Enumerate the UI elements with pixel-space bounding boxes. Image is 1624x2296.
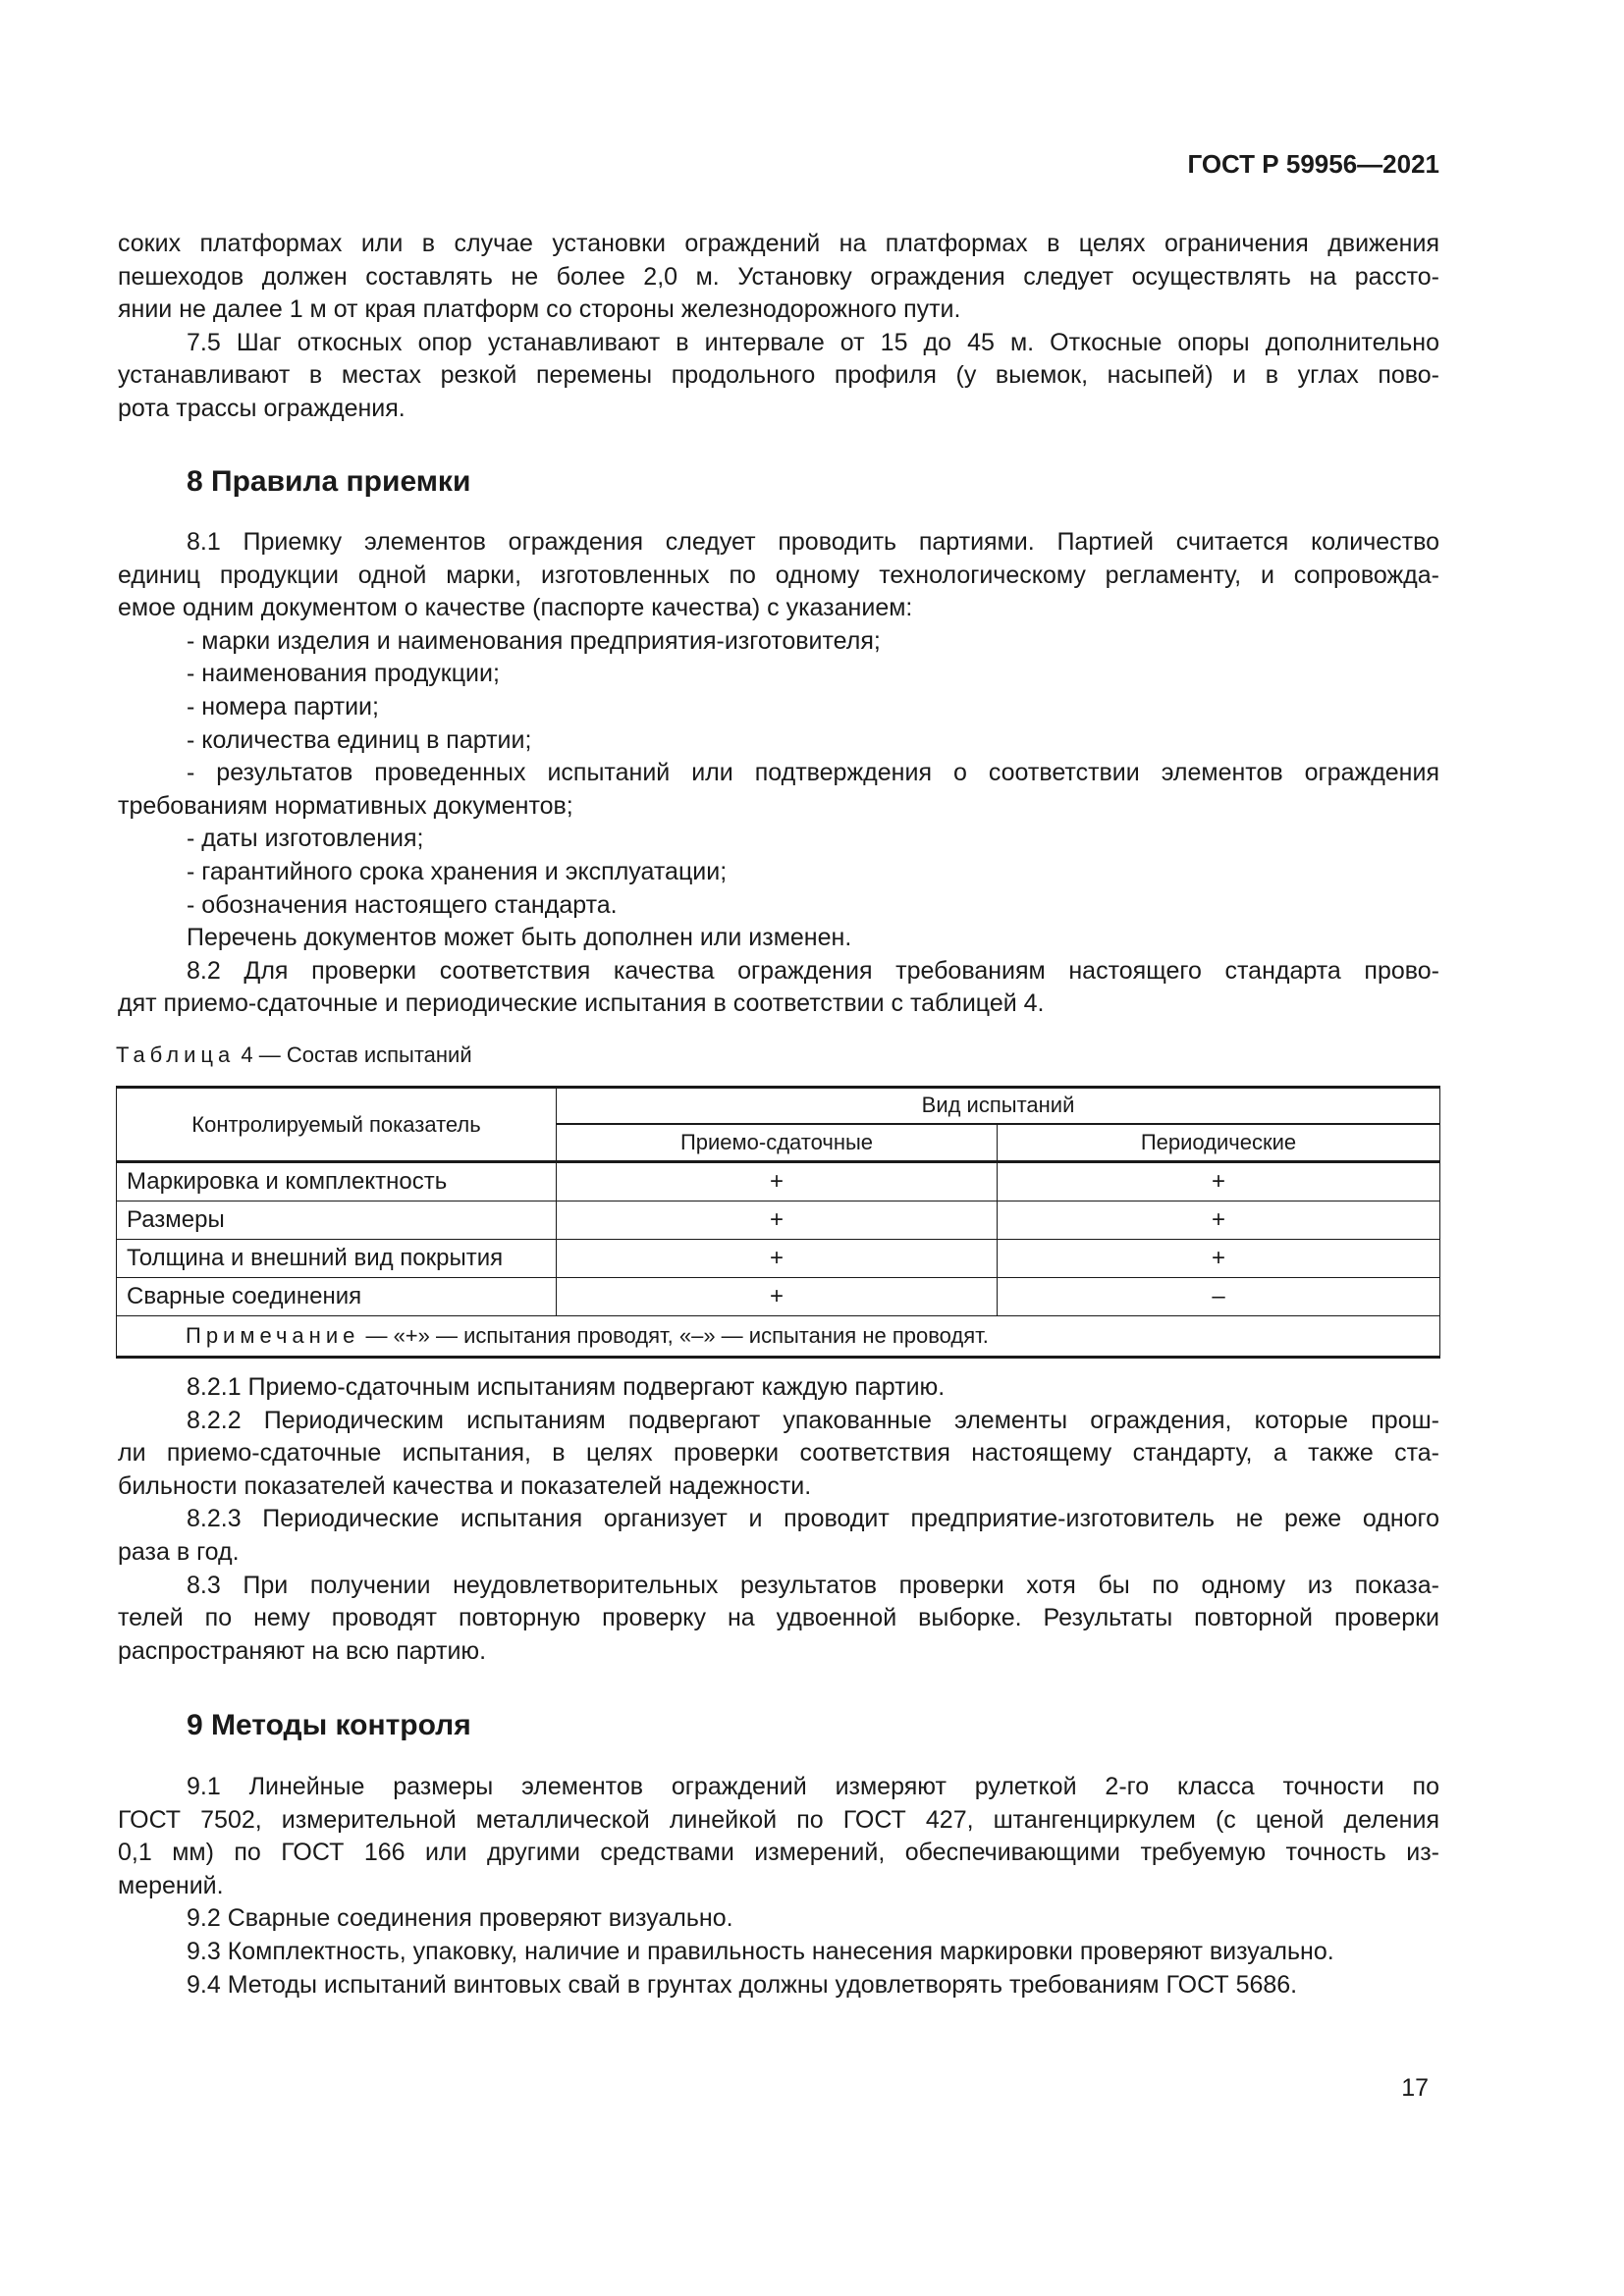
text-line: устанавливают в местах резкой перемены продольного профиля (у выемок, насыпей) и в углах пово- <box>118 361 1439 390</box>
row-acceptance: + <box>557 1278 998 1316</box>
text-line: - гарантийного срока хранения и эксплуатации; <box>187 857 728 885</box>
text-line: ли приемо-сдаточные испытания, в целях проверки соответствия настоящему стандарту, а также ста- <box>118 1439 1439 1468</box>
text-line: телей по нему проводят повторную проверку на удвоенной выборке. Результаты повторной проверки <box>118 1604 1439 1632</box>
tests-table <box>116 1086 1440 1359</box>
text-line: 8.2 Для проверки соответствия качества ограждения требованиям настоящего стандарта прово- <box>187 956 1439 985</box>
header-periodic: Периодические <box>998 1124 1440 1162</box>
text-line: - даты изготовления; <box>187 825 424 853</box>
text-line: емое одним документом о качестве (паспорте качества) с указанием: <box>118 594 913 622</box>
text-line: - обозначения настоящего стандарта. <box>187 890 618 919</box>
row-acceptance: + <box>557 1240 998 1278</box>
paragraphs-8-2-1-8-3 <box>118 1371 1439 1668</box>
text-line: 9.3 Комплектность, упаковку, наличие и правильность нанесения маркировки проверяют визуально. <box>187 1937 1334 1965</box>
text-line: - наименования продукции; <box>187 660 500 688</box>
text-line: ГОСТ 7502, измерительной металлической линейкой по ГОСТ 427, штангенциркулем (с ценой деления <box>118 1805 1439 1834</box>
text-line: 8.3 При получении неудовлетворительных результатов проверки хотя бы по одному из показа- <box>187 1571 1439 1599</box>
text-line: соких платформах или в случае установки ограждений на платформах в целях ограничения движения <box>118 230 1439 257</box>
note-text: — «+» — испытания проводят, «–» — испытания не проводят. <box>359 1323 989 1348</box>
text-line: - количества единиц в партии; <box>187 725 532 754</box>
table-row <box>117 1278 1440 1316</box>
text-line: 8.2.3 Периодические испытания организует и проводит предприятие-изготовитель не реже одного <box>187 1505 1439 1533</box>
text-line: дят приемо-сдаточные и периодические испытания в соответствии с таблицей 4. <box>118 989 1045 1018</box>
text-line: 9.2 Сварные соединения проверяют визуально. <box>187 1904 733 1933</box>
text-line: Перечень документов может быть дополнен или изменен. <box>187 924 852 952</box>
paragraphs-7-continued <box>118 228 1439 426</box>
row-indicator: Размеры <box>117 1201 557 1240</box>
text-line: - марки изделия и наименования предприятия-изготовителя; <box>187 626 881 655</box>
table-note <box>117 1316 1440 1358</box>
text-line: раза в год. <box>118 1537 240 1566</box>
text-line: распространяют на всю партию. <box>118 1636 487 1665</box>
row-periodic: – <box>998 1278 1440 1316</box>
paragraphs-8-1-8-2 <box>118 526 1439 1021</box>
text-line: 7.5 Шаг откосных опор устанавливают в интервале от 15 до 45 м. Откосные опоры дополнительно <box>187 328 1439 356</box>
text-line: - результатов проведенных испытаний или подтверждения о соответствии элементов ограждения <box>187 759 1439 787</box>
note-label: Примечание <box>186 1323 360 1348</box>
table-row <box>117 1201 1440 1240</box>
document-id-header: ГОСТ Р 59956—2021 <box>1187 149 1439 179</box>
table-caption-label: Таблица <box>116 1042 236 1067</box>
text-line: требованиям нормативных документов; <box>118 791 573 820</box>
table-caption <box>116 1042 472 1068</box>
text-line: 8.1 Приемку элементов ограждения следует проводить партиями. Партией считается количество <box>187 528 1439 556</box>
text-line: 8.2.2 Периодическим испытаниям подвергают упакованные элементы ограждения, которые прош- <box>187 1406 1439 1434</box>
text-line: мерений. <box>118 1871 224 1899</box>
row-periodic: + <box>998 1162 1440 1201</box>
text-line: 8.2.1 Приемо-сдаточным испытаниям подвергают каждую партию. <box>187 1373 946 1401</box>
row-indicator: Сварные соединения <box>117 1278 557 1316</box>
row-periodic: + <box>998 1201 1440 1240</box>
text-line: рота трассы ограждения. <box>118 394 406 422</box>
text-line: янии не далее 1 м от края платформ со стороны железнодорожного пути. <box>118 295 961 324</box>
table-caption-title: 4 — Состав испытаний <box>235 1042 472 1067</box>
row-indicator: Толщина и внешний вид покрытия <box>117 1240 557 1278</box>
section-8-heading: 8 Правила приемки <box>187 465 471 498</box>
table-row <box>117 1240 1440 1278</box>
row-indicator: Маркировка и комплектность <box>117 1162 557 1201</box>
row-acceptance: + <box>557 1201 998 1240</box>
text-line: бильности показателей качества и показателей надежности. <box>118 1471 812 1500</box>
header-acceptance: Приемо-сдаточные <box>557 1124 998 1162</box>
text-line: 0,1 мм) по ГОСТ 166 или другими средствами измерений, обеспечивающими требуемую точность из- <box>118 1839 1439 1867</box>
header-indicator: Контролируемый показатель <box>117 1088 557 1162</box>
text-line: - номера партии; <box>187 692 379 721</box>
header-test-type: Вид испытаний <box>557 1088 1440 1124</box>
page-number: 17 <box>1401 2074 1429 2102</box>
text-line: единиц продукции одной марки, изготовленных по одному технологическому регламенту, и сопровожда- <box>118 561 1439 589</box>
section-9-heading: 9 Методы контроля <box>187 1709 471 1741</box>
row-acceptance: + <box>557 1162 998 1201</box>
text-line: 9.1 Линейные размеры элементов ограждений измеряют рулеткой 2-го класса точности по <box>187 1773 1439 1800</box>
text-line: 9.4 Методы испытаний винтовых свай в грунтах должны удовлетворять требованиям ГОСТ 5686. <box>187 1970 1298 1999</box>
table-row <box>117 1162 1440 1201</box>
text-line: пешеходов должен составлять не более 2,0 м. Установку ограждения следует осуществлять на рассто- <box>118 262 1439 291</box>
paragraphs-9 <box>118 1771 1439 2002</box>
row-periodic: + <box>998 1240 1440 1278</box>
